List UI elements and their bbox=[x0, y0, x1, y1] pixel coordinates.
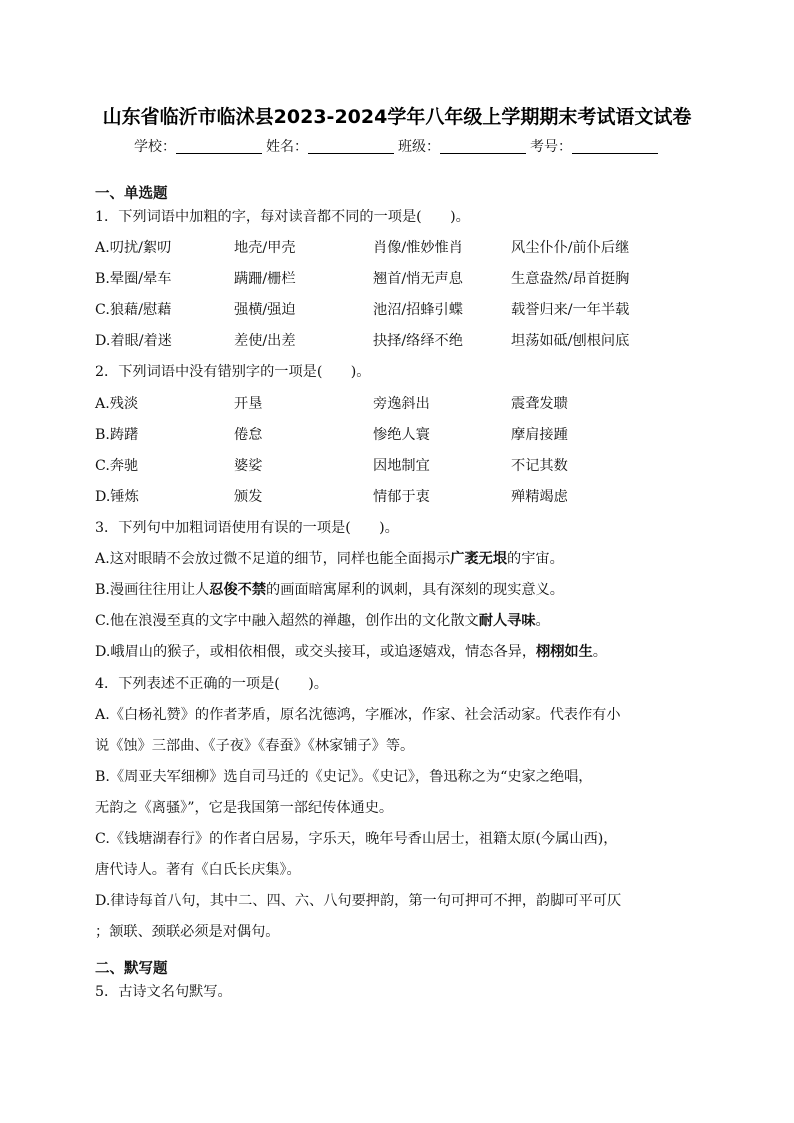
question-2-stem: 2．下列词语中没有错别字的一项是( )。 bbox=[95, 364, 371, 380]
section-heading-single-choice: 一、单选题 bbox=[95, 186, 168, 202]
name-label: 姓名： bbox=[266, 139, 308, 155]
option-cell: 摩肩接踵 bbox=[511, 427, 568, 443]
bold-term: 忍俊不禁 bbox=[209, 582, 267, 598]
question-3-option-b bbox=[95, 579, 705, 599]
question-3-option-c bbox=[95, 610, 705, 630]
option-cell: 差使/出差 bbox=[234, 333, 296, 349]
option-cell: A.叨扰/絮叨 bbox=[95, 240, 172, 256]
option-cell: 倦怠 bbox=[234, 427, 263, 443]
question-4-option-c-line-2: 唐代诗人。著有《白氏长庆集》。 bbox=[95, 862, 301, 878]
question-4-option-a-line-1: A.《白杨礼赞》的作者茅盾，原名沈德鸿，字雁冰，作家、社会活动家。代表作有小 bbox=[95, 707, 621, 723]
exam-no-label: 考号： bbox=[530, 139, 572, 155]
option-cell: 惨绝人寰 bbox=[373, 427, 430, 443]
question-4-stem: 4．下列表述不正确的一项是( )。 bbox=[95, 676, 328, 692]
question-1-stem: 1．下列词语中加粗的字，每对读音都不同的一项是( )。 bbox=[95, 209, 470, 225]
option-cell: D.着眼/着迷 bbox=[95, 333, 172, 349]
option-cell: 池沼/招蜂引蝶 bbox=[373, 302, 463, 318]
option-cell: C.狼藉/慰藉 bbox=[95, 302, 172, 318]
option-cell: B.晕圈/晕车 bbox=[95, 271, 172, 287]
question-4-option-c-line-1: C.《钱塘湖春行》的作者白居易，字乐天，晚年号香山居士，祖籍太原(今属山西)， bbox=[95, 831, 618, 847]
option-cell: 开垦 bbox=[234, 396, 263, 412]
option-cell: 风尘仆仆/前仆后继 bbox=[511, 240, 630, 256]
question-4-option-a-line-2: 说《蚀》三部曲、《子夜》《春蚕》《林家铺子》等。 bbox=[95, 738, 415, 754]
school-label: 学校： bbox=[134, 139, 176, 155]
question-4-option-d-line-1: D.律诗每首八句，其中二、四、六、八句要押韵，第一句可押可不押，韵脚可平可仄 bbox=[95, 893, 622, 909]
option-cell: 强横/强迫 bbox=[234, 302, 296, 318]
option-cell: 蹒跚/栅栏 bbox=[234, 271, 296, 287]
name-blank[interactable] bbox=[308, 139, 394, 154]
option-cell: D.锤炼 bbox=[95, 489, 139, 505]
option-cell: 婆娑 bbox=[234, 458, 263, 474]
question-4-option-d-line-2: ；颔联、颈联必须是对偶句。 bbox=[95, 924, 280, 940]
option-cell: 颁发 bbox=[234, 489, 263, 505]
bold-term: 耐人寻味 bbox=[478, 613, 536, 629]
question-3-option-a bbox=[95, 548, 705, 568]
option-cell: 肖像/惟妙惟肖 bbox=[373, 240, 463, 256]
option-text: D.峨眉山的猴子，或相依相偎，或交头接耳，或追逐嬉戏，情态各异， bbox=[95, 644, 537, 660]
class-label: 班级： bbox=[398, 139, 440, 155]
option-cell: 抉择/络绎不绝 bbox=[373, 333, 463, 349]
option-cell: 旁逸斜出 bbox=[373, 396, 430, 412]
option-text: 的宇宙。 bbox=[507, 551, 564, 567]
question-4-option-b-line-1: B.《周亚夫军细柳》选自司马迁的《史记》。《史记》，鲁迅称之为“史家之绝唱， bbox=[95, 769, 593, 785]
school-blank[interactable] bbox=[176, 139, 262, 154]
option-cell: 地壳/甲壳 bbox=[234, 240, 296, 256]
option-text: A.这对眼睛不会放过微不足道的细节，同样也能全面揭示 bbox=[95, 551, 451, 567]
bold-term: 栩栩如生 bbox=[536, 644, 593, 660]
option-cell: 不记其数 bbox=[511, 458, 568, 474]
option-cell: 殚精竭虑 bbox=[511, 489, 568, 505]
option-cell: 载誉归来/一年半载 bbox=[511, 302, 630, 318]
option-cell: 震聋发聩 bbox=[511, 396, 568, 412]
option-text: 的画面暗寓犀利的讽刺，具有深刻的现实意义。 bbox=[266, 582, 564, 598]
question-3-option-d bbox=[95, 641, 705, 661]
question-3-stem: 3．下列句中加粗词语使用有误的一项是( )。 bbox=[95, 520, 399, 536]
option-cell: 情郁于衷 bbox=[373, 489, 430, 505]
student-info-line bbox=[0, 136, 794, 156]
exam-title: 山东省临沂市临沭县2023-2024学年八年级上学期期末考试语文试卷 bbox=[102, 106, 692, 128]
option-cell: B.踌躇 bbox=[95, 427, 139, 443]
option-cell: C.奔驰 bbox=[95, 458, 139, 474]
option-cell: 坦荡如砥/刨根问底 bbox=[511, 333, 630, 349]
option-text: 。 bbox=[535, 613, 550, 629]
option-cell: 翘首/悄无声息 bbox=[373, 271, 463, 287]
option-text: C.他在浪漫至真的文字中融入超然的禅趣，创作出的文化散文 bbox=[95, 613, 479, 629]
section-heading-dictation: 二、默写题 bbox=[95, 961, 168, 977]
option-cell: A.残淡 bbox=[95, 396, 139, 412]
option-cell: 因地制宜 bbox=[373, 458, 430, 474]
bold-term: 广袤无垠 bbox=[450, 551, 508, 567]
question-4-option-b-line-2: 无韵之《离骚》”，它是我国第一部纪传体通史。 bbox=[95, 800, 394, 816]
option-text: 。 bbox=[592, 644, 607, 660]
option-cell: 生意盎然/昂首挺胸 bbox=[511, 271, 630, 287]
class-blank[interactable] bbox=[440, 139, 526, 154]
question-5-stem: 5．古诗文名句默写。 bbox=[95, 984, 232, 1000]
exam-no-blank[interactable] bbox=[572, 139, 658, 154]
option-text: B.漫画往往用让人 bbox=[95, 582, 210, 598]
